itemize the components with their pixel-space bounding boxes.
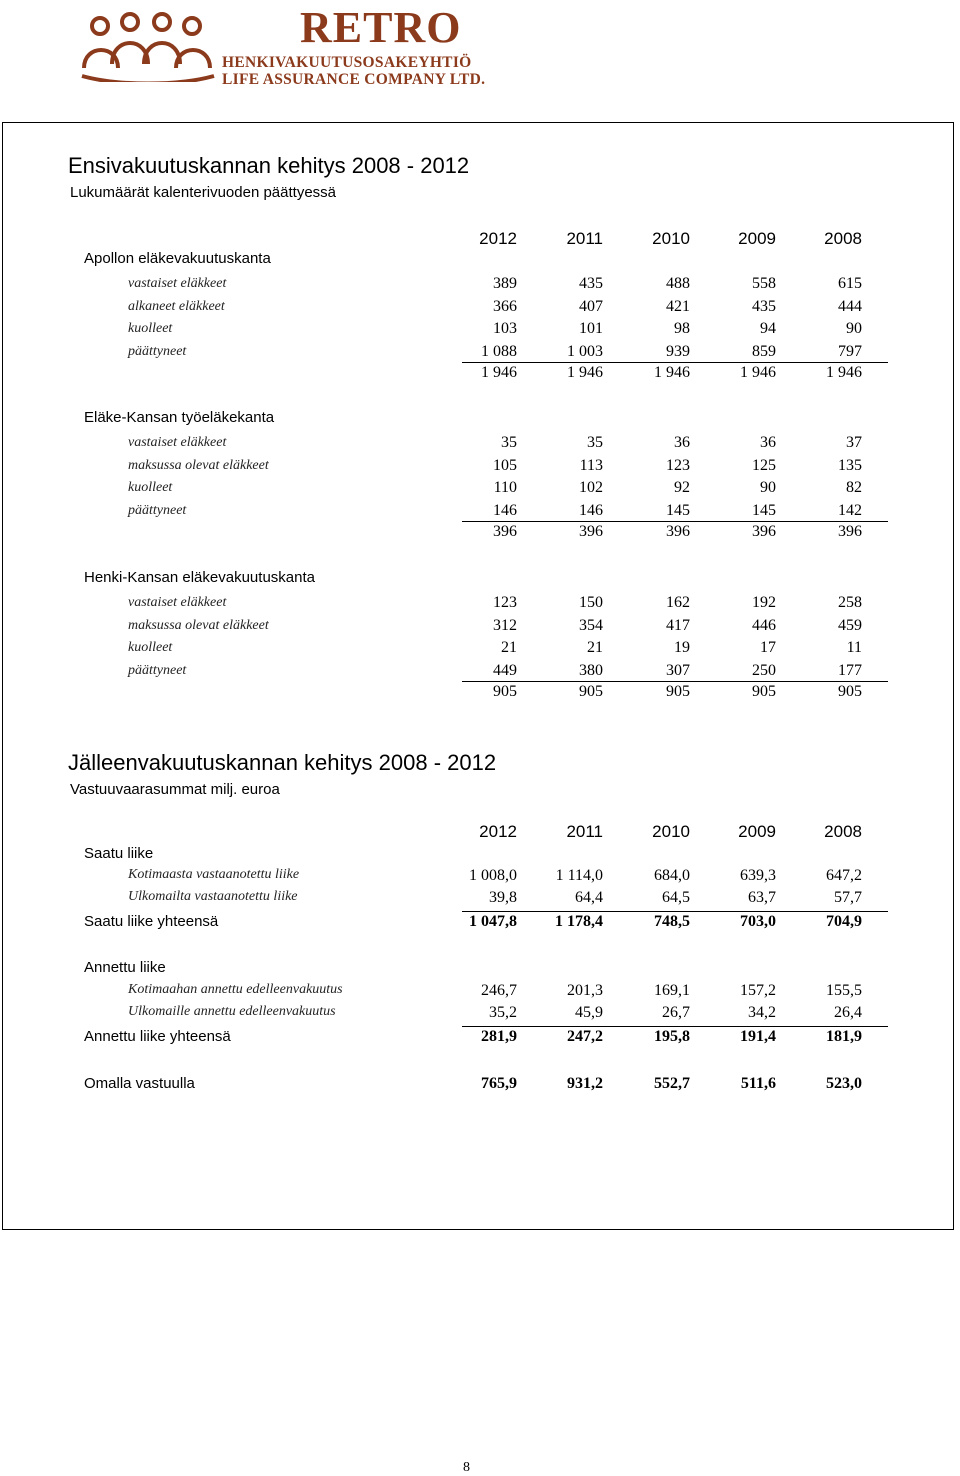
people-circle-logo-icon [78,10,218,82]
total-value: 1 178,4 [555,913,603,930]
year-header: 2008 [824,229,862,248]
total-value: 281,9 [481,1028,517,1045]
group-heading: Annettu liike [84,959,166,976]
total-value: 191,4 [740,1028,776,1045]
total-value: 703,0 [740,913,776,930]
cell-value: 36 [674,434,690,451]
company-logo [78,3,508,88]
cell-value: 192 [752,594,776,611]
net-value: 552,7 [654,1075,690,1092]
total-value: 1 946 [826,364,862,381]
cell-value: 1 088 [481,342,517,360]
total-value: 905 [752,683,776,700]
cell-value: 45,9 [575,1004,603,1021]
total-value: 905 [493,683,517,700]
cell-value: 145 [752,501,776,519]
year-header: 2010 [652,229,690,248]
section2-title: Jälleenvakuutuskannan kehitys 2008 - 2012 [68,750,497,775]
cell-value: 123 [493,594,517,611]
total-value: 396 [752,523,776,540]
net-value: 765,9 [481,1075,517,1092]
cell-value: 17 [760,639,776,656]
cell-value: 146 [493,501,517,519]
cell-value: 446 [752,616,776,634]
group-heading: Eläke-Kansan työeläkekanta [84,409,275,426]
total-value: 396 [579,523,603,540]
row-label: kuolleet [128,480,173,495]
total-value: 748,5 [654,913,690,930]
cell-value: 82 [846,479,862,496]
group-heading: Apollon eläkevakuutuskanta [84,250,271,267]
total-rule [462,362,888,363]
cell-value: 35 [587,434,603,451]
total-value: 396 [493,523,517,540]
net-value: 931,2 [567,1075,603,1092]
cell-value: 169,1 [654,982,690,999]
cell-value: 34,2 [748,1004,776,1021]
total-value: 905 [666,683,690,700]
cell-value: 145 [666,501,690,519]
year-header: 2011 [566,229,603,248]
row-label: alkaneet eläkkeet [128,298,225,314]
cell-value: 35 [501,434,517,451]
row-label: vastaiset eläkkeet [128,435,227,450]
total-value: 181,9 [826,1028,862,1045]
row-label: päättyneet [128,343,187,359]
cell-value: 135 [838,456,862,474]
cell-value: 366 [493,297,517,315]
cell-value: 246,7 [481,982,517,999]
row-label: kuolleet [128,321,173,336]
row-label: Kotimaahan annettu edelleenvakuutus [128,982,343,997]
cell-value: 105 [493,456,517,474]
cell-value: 142 [838,501,862,519]
cell-value: 797 [838,342,862,360]
net-label: Omalla vastuulla [84,1075,195,1092]
cell-value: 125 [752,456,776,474]
year-header: 2009 [738,822,776,841]
cell-value: 92 [674,479,690,496]
cell-value: 435 [579,275,603,292]
cell-value: 312 [493,616,517,634]
cell-value: 94 [760,320,776,337]
row-label: maksussa olevat eläkkeet [128,617,269,633]
cell-value: 488 [666,275,690,292]
net-value: 523,0 [826,1075,862,1092]
total-value: 704,9 [826,913,862,930]
cell-value: 98 [674,320,690,337]
total-label: Saatu liike yhteensä [84,913,219,930]
cell-value: 110 [493,479,517,496]
cell-value: 11 [846,639,862,656]
cell-value: 684,0 [654,867,690,884]
cell-value: 421 [666,297,690,315]
total-label: Annettu liike yhteensä [84,1028,231,1045]
cell-value: 39,8 [489,889,517,906]
company-name-fi: HENKIVAKUUTUSOSAKEYHTIÖ [222,54,472,71]
cell-value: 250 [752,661,776,679]
cell-value: 123 [666,456,690,474]
year-header: 2011 [566,822,603,841]
total-value: 195,8 [654,1028,690,1045]
total-rule [462,681,888,682]
total-value: 1 946 [481,364,517,381]
row-label: päättyneet [128,502,187,518]
year-header: 2008 [824,822,862,841]
page-number: 8 [463,1460,470,1475]
net-value: 511,6 [740,1075,776,1092]
cell-value: 859 [752,342,776,360]
cell-value: 113 [579,456,603,474]
cell-value: 201,3 [567,982,603,999]
cell-value: 1 003 [567,342,603,360]
cell-value: 417 [666,616,690,634]
row-label: Ulkomailta vastaanotettu liike [128,889,298,904]
cell-value: 21 [501,639,517,656]
total-value: 905 [838,683,862,700]
cell-value: 103 [493,320,517,337]
cell-value: 449 [493,661,517,679]
cell-value: 21 [587,639,603,656]
cell-value: 155,5 [826,982,862,999]
cell-value: 647,2 [826,867,862,884]
cell-value: 459 [838,616,862,634]
year-header: 2012 [479,229,517,248]
cell-value: 57,7 [834,889,862,906]
cell-value: 37 [846,434,862,451]
row-label: Ulkomaille annettu edelleenvakuutus [128,1004,336,1019]
cell-value: 162 [666,594,690,611]
cell-value: 90 [760,479,776,496]
row-label: maksussa olevat eläkkeet [128,457,269,473]
total-value: 396 [838,523,862,540]
total-value: 905 [579,683,603,700]
year-header: 2012 [479,822,517,841]
year-header: 2010 [652,822,690,841]
cell-value: 35,2 [489,1004,517,1021]
cell-value: 1 008,0 [469,867,517,884]
company-name-en: LIFE ASSURANCE COMPANY LTD. [222,71,486,88]
total-rule [462,521,888,522]
cell-value: 407 [579,297,603,315]
group-heading: Henki-Kansan eläkevakuutuskanta [84,569,315,586]
cell-value: 150 [579,594,603,611]
cell-value: 36 [760,434,776,451]
cell-value: 558 [752,275,776,292]
total-value: 396 [666,523,690,540]
cell-value: 435 [752,297,776,315]
cell-value: 389 [493,275,517,292]
brand-name: RETRO [300,3,462,52]
cell-value: 26,7 [662,1004,690,1021]
section2-subtitle: Vastuuvaarasummat milj. euroa [70,781,280,798]
cell-value: 64,5 [662,889,690,906]
cell-value: 380 [579,661,603,679]
cell-value: 101 [579,320,603,337]
cell-value: 64,4 [575,889,603,906]
cell-value: 258 [838,594,862,611]
cell-value: 19 [674,639,690,656]
cell-value: 1 114,0 [555,867,603,884]
total-value: 1 946 [567,364,603,381]
cell-value: 939 [666,342,690,360]
total-value: 247,2 [567,1028,603,1045]
row-label: vastaiset eläkkeet [128,595,227,610]
total-rule [462,1026,888,1027]
cell-value: 307 [666,661,690,679]
row-label: kuolleet [128,640,173,655]
cell-value: 146 [579,501,603,519]
total-value: 1 047,8 [469,913,517,930]
cell-value: 639,3 [740,867,776,884]
cell-value: 615 [838,275,862,292]
section1-title: Ensivakuutuskannan kehitys 2008 - 2012 [68,153,470,178]
section1-subtitle: Lukumäärät kalenterivuoden päättyessä [70,184,337,201]
total-value: 1 946 [740,364,776,381]
row-label: Kotimaasta vastaanotettu liike [128,867,300,882]
total-value: 1 946 [654,364,690,381]
cell-value: 157,2 [740,982,776,999]
cell-value: 444 [838,297,862,315]
cell-value: 354 [579,616,603,634]
cell-value: 177 [838,661,862,679]
total-rule [462,911,888,912]
year-header: 2009 [738,229,776,248]
cell-value: 90 [846,320,862,337]
group-heading: Saatu liike [84,845,154,862]
row-label: päättyneet [128,662,187,678]
cell-value: 102 [579,479,603,496]
cell-value: 63,7 [748,889,776,906]
cell-value: 26,4 [834,1004,862,1021]
row-label: vastaiset eläkkeet [128,276,227,291]
